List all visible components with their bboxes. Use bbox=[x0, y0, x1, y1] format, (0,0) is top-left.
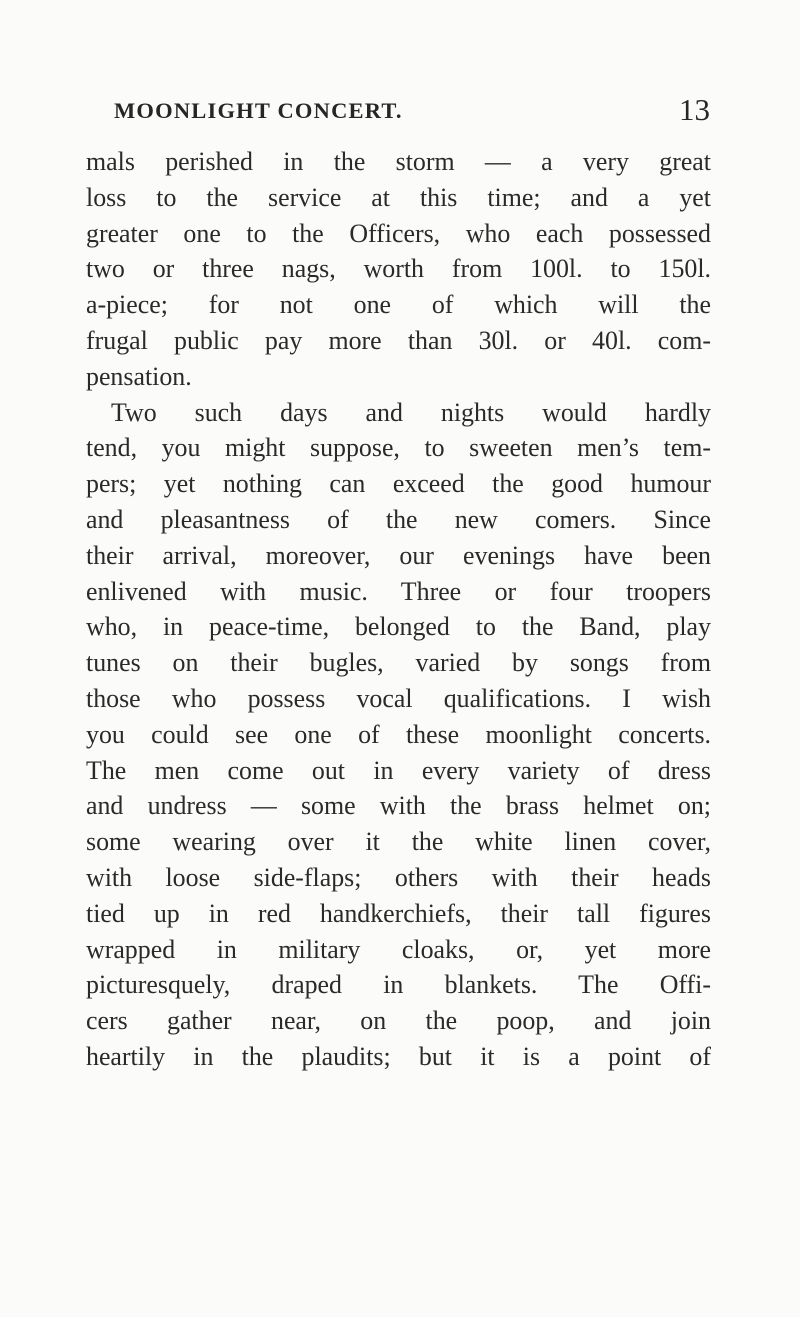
text-line: tied up in red handkerchiefs, their tall figures bbox=[86, 898, 711, 928]
text-line: frugal public pay more than 30l. or 40l. com- bbox=[86, 325, 711, 355]
text-line: and undress — some with the brass helmet on; bbox=[86, 791, 711, 821]
text-line: pers; yet nothing can exceed the good humour bbox=[86, 469, 711, 499]
text-line: mals perished in the storm — a very great bbox=[86, 147, 711, 176]
text-line: loss to the service at this time; and a yet bbox=[86, 182, 711, 212]
page-header bbox=[114, 92, 710, 132]
text-line: tend, you might suppose, to sweeten men’s tem- bbox=[86, 433, 711, 463]
text-line: their arrival, moreover, our evenings have been bbox=[86, 540, 711, 570]
text-line: tunes on their bugles, varied by songs from bbox=[86, 648, 711, 678]
running-title: MOONLIGHT CONCERT. bbox=[114, 98, 403, 123]
body-text bbox=[86, 144, 711, 1075]
text-line: who, in peace-time, belonged to the Band, play bbox=[86, 612, 711, 642]
text-line: heartily in the plaudits; but it is a point of bbox=[86, 1041, 711, 1071]
text-line: and pleasantness of the new comers. Since bbox=[86, 504, 711, 534]
text-line: two or three nags, worth from 100l. to 150l. bbox=[86, 254, 711, 284]
text-line: Two such days and nights would hardly bbox=[111, 397, 711, 427]
text-line: picturesquely, draped in blankets. The Offi- bbox=[86, 970, 711, 1000]
text-line: cers gather near, on the poop, and join bbox=[86, 1006, 711, 1036]
text-line: wrapped in military cloaks, or, yet more bbox=[86, 934, 711, 964]
text-line: some wearing over it the white linen cover, bbox=[86, 827, 711, 857]
text-line: The men come out in every variety of dress bbox=[86, 755, 711, 785]
text-line: with loose side-flaps; others with their heads bbox=[86, 862, 711, 892]
text-line: those who possess vocal qualifications. I wish bbox=[86, 683, 711, 713]
text-line: pensation. bbox=[86, 361, 192, 391]
text-line: enlivened with music. Three or four troopers bbox=[86, 576, 711, 606]
text-line: a-piece; for not one of which will the bbox=[86, 290, 711, 320]
page-number: 13 bbox=[679, 92, 710, 127]
text-line: you could see one of these moonlight concerts. bbox=[86, 719, 711, 749]
text-line: greater one to the Officers, who each possessed bbox=[86, 218, 711, 248]
